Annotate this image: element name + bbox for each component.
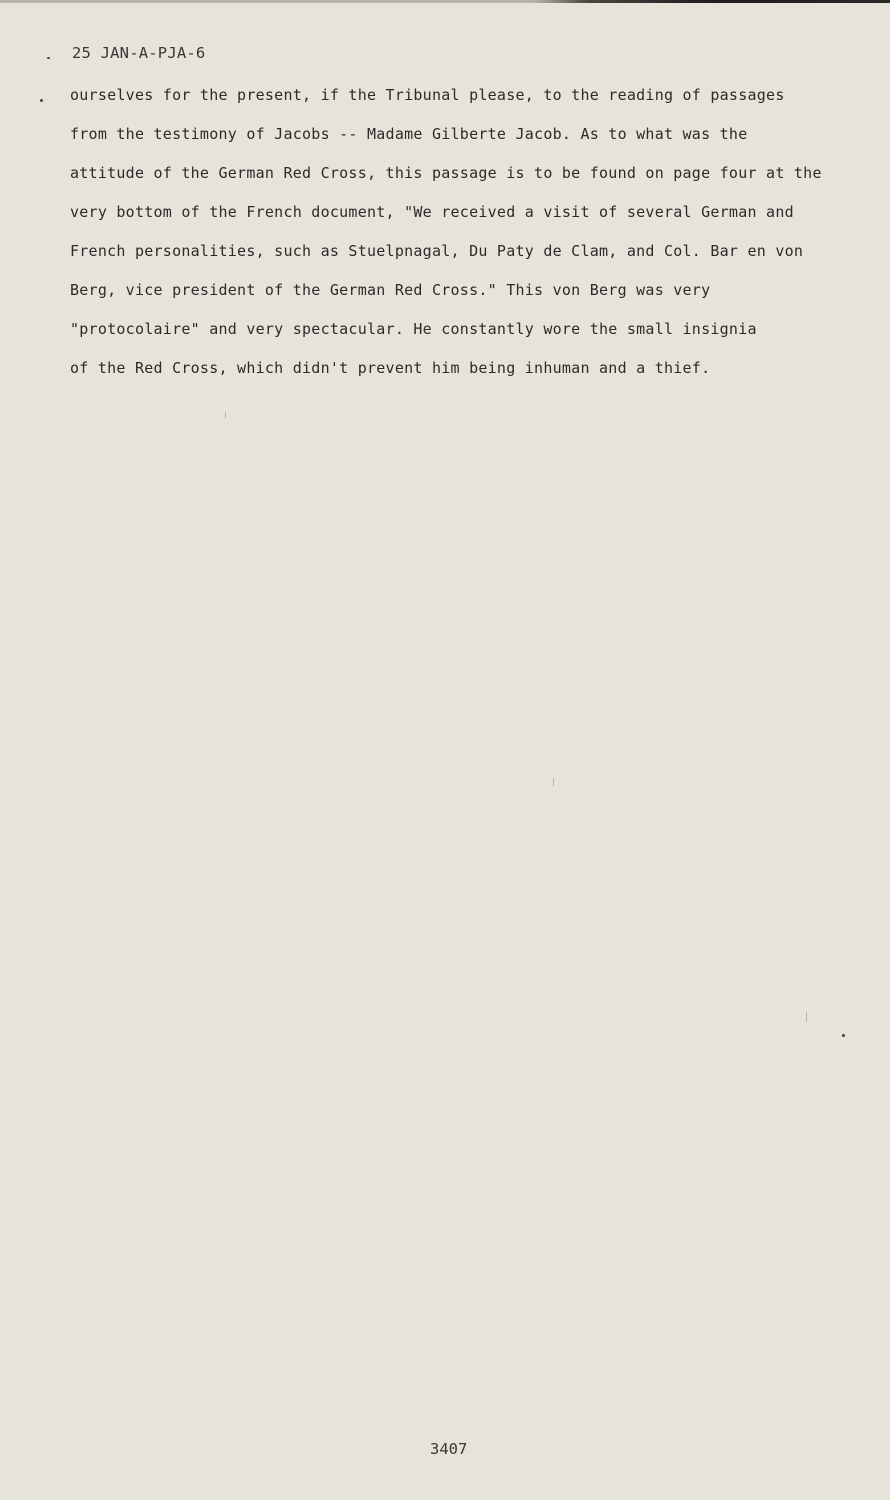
body-line: very bottom of the French document, "We received a visit of several German and [70,203,794,221]
document-header: 25 JAN-A-PJA-6 [72,44,206,62]
body-line: of the Red Cross, which didn't prevent him being inhuman and a thief. [70,359,711,377]
paper-speck [40,99,43,102]
body-line: ourselves for the present, if the Tribunal please, to the reading of passages [70,86,785,104]
body-line: from the testimony of Jacobs -- Madame Gilberte Jacob. As to what was the [70,125,748,143]
body-line: Berg, vice president of the German Red Cross." This von Berg was very [70,281,711,299]
body-line: "protocolaire" and very spectacular. He constantly wore the small insignia [70,320,757,338]
paper-mark [806,1012,807,1022]
paper-mark [553,778,554,786]
paper-speck [842,1034,845,1037]
paper-speck [47,57,50,59]
body-line: French personalities, such as Stuelpnagal, Du Paty de Clam, and Col. Bar en von [70,242,804,260]
page-top-edge [0,0,890,3]
page-number: 3407 [430,1440,468,1458]
body-line: attitude of the German Red Cross, this passage is to be found on page four at the [70,164,822,182]
paper-mark [225,412,226,418]
